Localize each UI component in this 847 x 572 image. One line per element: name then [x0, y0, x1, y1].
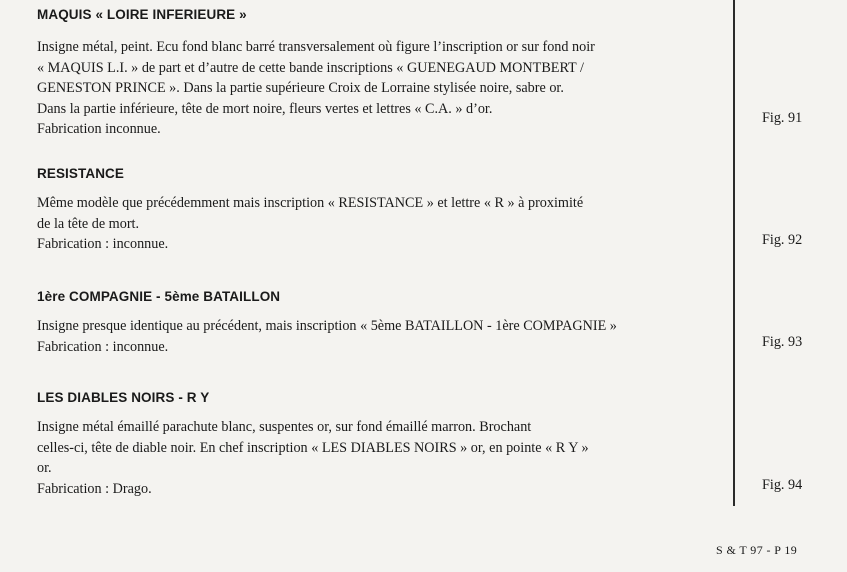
description-line: Fabrication : Drago.: [37, 480, 152, 497]
figure-reference: Fig. 91: [762, 110, 803, 126]
entry-description: [37, 417, 737, 499]
entry-maquis-loire-inferieure: [37, 6, 737, 140]
description-line: Insigne presque identique au précédent, mais inscription « 5ème BATAILLON - 1ère COMPAGNIE »: [37, 318, 617, 334]
figure-reference: Fig. 93: [762, 334, 803, 350]
entry-heading: LES DIABLES NOIRS - R Y: [37, 390, 210, 405]
description-line: Même modèle que précédemment mais inscription « RESISTANCE » et lettre « R » à proximité: [37, 195, 584, 211]
description-line: Fabrication : inconnue.: [37, 338, 169, 355]
figure-reference: Fig. 92: [762, 232, 803, 248]
description-line: GENESTON PRINCE ». Dans la partie supérieure Croix de Lorraine stylisée noire, sabre or.: [37, 80, 564, 96]
page-footer: S & T 97 - P 19: [716, 543, 798, 557]
entry-heading: MAQUIS « LOIRE INFERIEURE »: [37, 7, 247, 22]
description-line: Insigne métal émaillé parachute blanc, suspentes or, sur fond émaillé marron. Brochant: [37, 419, 532, 435]
entry-description: [37, 193, 737, 255]
description-line: Fabrication inconnue.: [37, 121, 161, 137]
entry-description: [37, 316, 737, 357]
description-line: Fabrication : inconnue.: [37, 236, 169, 252]
description-line: de la tête de mort.: [37, 215, 140, 232]
description-line: « MAQUIS L.I. » de part et d’autre de cette bande inscriptions « GUENEGAUD MONTBERT /: [37, 59, 584, 76]
figure-reference: Fig. 94: [762, 477, 803, 493]
entry-1ere-compagnie: [37, 288, 737, 357]
entry-heading: RESISTANCE: [37, 166, 125, 181]
description-line: Insigne métal, peint. Ecu fond blanc barré transversalement où figure l’inscription or sur fond noir: [37, 39, 595, 55]
description-line: celles-ci, tête de diable noir. En chef inscription « LES DIABLES NOIRS » or, en pointe « R Y »: [37, 439, 589, 456]
entry-description: [37, 37, 737, 140]
description-line: Dans la partie inférieure, tête de mort noire, fleurs vertes et lettres « C.A. » d’or.: [37, 100, 493, 117]
description-line: or.: [37, 460, 52, 476]
entry-resistance: [37, 165, 737, 255]
entry-heading: 1ère COMPAGNIE - 5ème BATAILLON: [37, 289, 281, 304]
entry-diables-noirs: [37, 389, 737, 499]
